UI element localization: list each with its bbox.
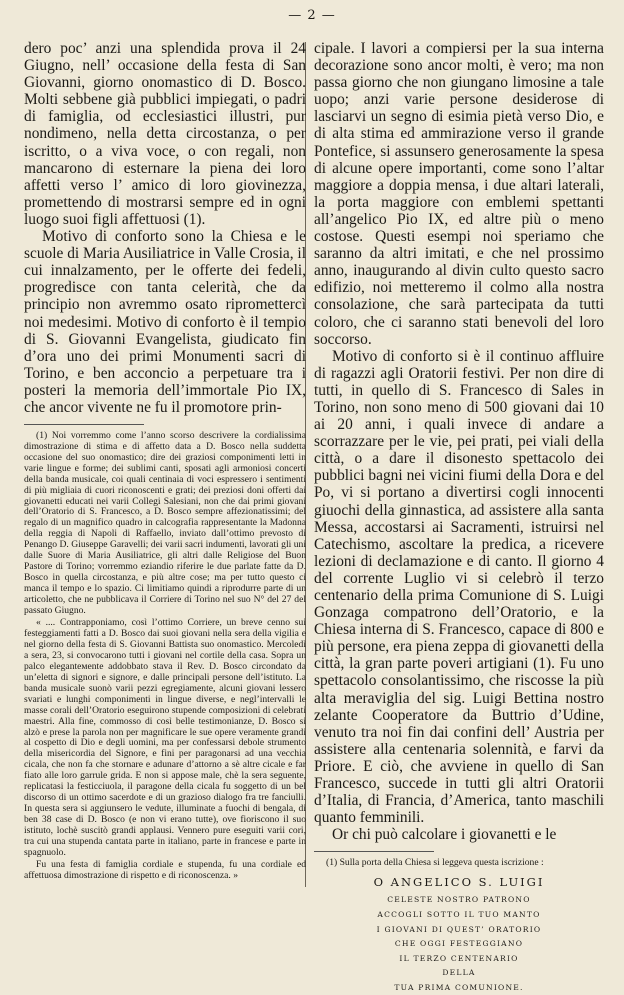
inscription-line: TUA PRIMA COMUNIONE. (394, 982, 524, 992)
footnote-rule (24, 424, 144, 425)
footnote-rule (314, 851, 434, 852)
footnote-paragraph: (1) Sulla porta della Chiesa si leggeva questa iscrizione : (326, 857, 544, 869)
footnote-paragraph: Fu una festa di famiglia cordiale e stupenda, fu una cordiale ed affettuosa dimostrazione di rispetto e di riconoscenza. » (24, 859, 306, 882)
paragraph: Or chi può calcolare i giovanetti e le (332, 826, 557, 844)
footnote-paragraph: (1) Noi vorremmo come l’anno scorso descrivere la cordialissima dimostrazione di stima e di affetto data a D. Bosco nella suddetta occasione del suo onomastico; dire dei graziosi componimenti letti in varie lingue e forme; dei sublimi canti, sposati agli armoniosi concerti della banda musicale, coi quali centinaia di voci espressero i sentimenti di più migliaia di cuori riconoscenti e grati; dei preziosi doni offerti dai giovanetti educati nei varii Collegi Salesiani, non che dai primi giovani dell’Oratorio di S. Francesco, a D. Bosco sempre affezionatissimi; del regalo di un magnifico quadro in calcografia rappresentante la Madonna della reggia di Napoli di Raffaello, inviato dall’ottimo prevosto di Penango D. Giuseppe Garavelli; dei varii sacri indumenti, lavorati gli uni dalle Suore di Maria Ausiliatrice, gli altri dalle Religiose del Buon Pastore di Torino; vorremmo eziandio riferire le due parlate fatte da D. Bosco in quella circostanza, e più altre cose; ma per tutto questo ci manca il tempo e lo spazio. Ci limitiamo quindi a riprodurre parte di un articoletto, che ne pubblicava il Corriere di Torino nel suo N° del 27 del passato Giugno. (24, 430, 306, 616)
inscription (314, 875, 604, 995)
paragraph: Motivo di conforto sono la Chiesa e le scuole di Maria Ausiliatrice in Valle Crosia, il cui innalzamento, per le offerte dei fedeli, progredisce con tanta celerità, che da principio non avremmo osato ripromettercì noi medesimi. Motivo di conforto è il tempio di S. Giovanni Evangelista, giudicato fin d’ora uno dei primi Monumenti sacri di Torino, e ben acconcio a perpetuare tra i posteri la memoria dell’immortale Pio IX, che ancor vivente ne fu il promotore prin- (24, 228, 306, 416)
paragraph: dero poc’ anzi una splendida prova il 24 Giugno, nell’ occasione della festa di San Giovanni, giorno onomastico di D. Bosco. Molti sebbene già pubblici impiegati, o padri di famiglia, od ecclesiastici illustri, pur nondimeno, nella detta circostanza, o per iscritto, o a viva voce, o con regali, non mancarono di esternare la piena dei loro affetti verso l’ amico di loro giovinezza, promettendo di mostrarsi sempre ed in ogni luogo suoi figli affettuosi (1). (24, 40, 306, 228)
inscription-title: O ANGELICO S. LUIGI (373, 875, 545, 890)
paragraph: cipale. I lavori a compiersi per la sua interna decorazione sono ancor molti, è vero; ma non passa giorno che non giungano limosine a tale uopo; anzi varie persone desiderose di lasciarvi un segno di esimia pietà verso Dio, e di alta stima ed ammirazione verso il grande Pontefice, si assunsero generosamente la spesa di alcune opere importanti, come sono l’altar maggiore a doppia mensa, i due altari laterali, la porta maggiore con emblemi spettanti all’angelico Pio IX, ed altre più o meno costose. Questi esempi noi speriamo che saranno da altri imitati, e che nel prossimo anno, inaugurando al divin culto questo sacro edifizio, noi metteremo il colmo alla nostra consolazione, che sarà partecipata da tutti coloro, che ci saranno stati benevoli del loro soccorso. (314, 40, 604, 348)
footnote-paragraph: « .... Contrapponiamo, così l’ottimo Corriere, un breve cenno sui festeggiamenti fatti a D. Bosco dai suoi giovani nella sera della vigilia e nel giorno della festa di S. Giovanni Battista suo onomastico. Mercoledì a sera, 23, si convocarono tutti i giovani nel cortile della casa. Sopra un palco eleganteмente addobbato stava il Rev. D. Bosco circondato da un’eletta di signori e signore, e dalle principali persone dell’istituto. La banda musicale suonò varii pezzi egregiamente, alcuni giovani lessero svariati e lunghi componimenti in lingue diverse, e negl’intervalli le masse corali dell’Oratorio eseguirono stupende composizioni di celebrati maestri. Alla fine, commosso di così belle testimonianze, D. Bosco si alzò e prese la parola non per magnificare le sue opere veramente grandi al cospetto di Dio e degli uomini, ma per confessarsi debole strumento della misericordia del Signore, e fini per paragonarsi ad una vecchia cicala, che non fa che stornare e adunare d’attorno a sè altre cicale e far fiato alle loro garrule grida. E non si appose male, chè la sera seguente, replicatasi la festicciuola, il paragone della cicala fu soggetto di un bel discorso di un ottimo sacerdote e di un grazioso dialogo fra tre fanciulli. In questa sera si aggiunsero le vedute, illuminate a fuochi di bengala, di ben 38 case di D. Bosco (e non vi erano tutte), ove fioriscono il suo istituto, lochè suscitò grandi applausi. Vennero pure eseguiti varii cori, tra cui una stupenda cantata parte in italiano, parte in francese e parte in spagnuolo. (24, 617, 306, 858)
inscription-line: CELESTE NOSTRO PATRONO (387, 895, 531, 905)
inscription-line: DELLA (442, 968, 476, 978)
left-column (24, 40, 306, 884)
left-footnotes (24, 431, 306, 882)
right-footnote (314, 858, 604, 869)
inscription-line: CHE OGGI FESTEGGIANO (394, 939, 524, 949)
inscription-line: ACCOGLI SOTTO IL TUO MANTO (377, 909, 541, 919)
inscription-line: I GIOVANI DI QUEST’ ORATORIO (376, 924, 542, 934)
left-body (24, 40, 306, 416)
inscription-line: IL TERZO CENTENARIO (399, 953, 519, 963)
paragraph: Motivo di conforto si è il continuo affluire di ragazzi agli Oratorii festivi. Per non dire di tutti, in quello di S. Francesco di Sales in Torino, non sono meno di 500 giovani dai 10 ai 20 anni, i quali invece di andare a scorrazzare per le vie, pei prati, pei viali della città, o a dare il disonesto spettacolo dei pubblici bagni nei vicini fiumi della Dora e del Po, vi si portano a divertirsi cogli innocenti giuochi della ginnastica, ad assistere alla santa Messa, accostarsi ai Sacramenti, istruirsi nel Catechismo, ascoltare la predica, a ricevere lezioni di declamazione e di canto. Il giorno 4 del corrente Luglio vi si celebrò il terzo centenario della prima Comunione di S. Luigi Gonzaga compatrono dell’Oratorio, e la Chiesa interna di S. Francesco, capace di 800 e più persone, era piena zeppa di giovanetti della città, la gran parte poveri artigiani (1). Fu uno spettacolo consolantissimo, che riscosse la più alta meraviglia del sig. Luigi Bettina nostro zelante Cooperatore da Buttrio d’Udine, venuto tra noi fin dai confini dell’ Austria per assistere alla centenaria solennità, e farvi da Priore. E ciò, che avviene in quello di San Francesco, succede in tutti gli altri Oratorii d’Italia, di Francia, d’America, tanto maschili quanto femminili. (314, 347, 604, 827)
right-body (314, 40, 604, 843)
page-number: — 2 — (288, 8, 336, 23)
right-column (314, 40, 604, 995)
